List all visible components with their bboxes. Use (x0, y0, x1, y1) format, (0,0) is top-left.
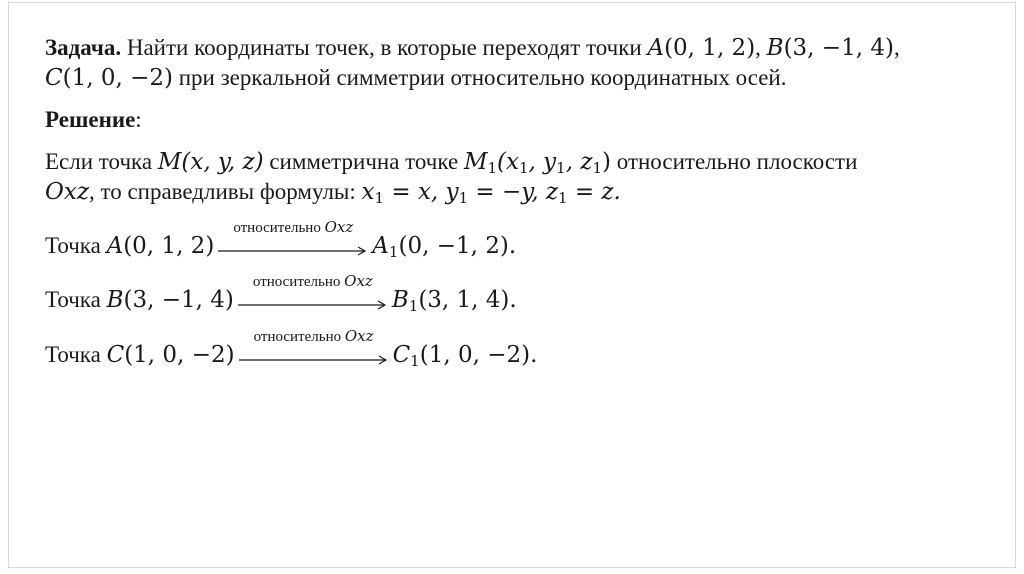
solution-text: симметрична точке (263, 149, 464, 174)
row-word: Точка (45, 342, 107, 367)
row-word: Точка (45, 233, 107, 258)
solution-text: , то справедливы формулы: (88, 179, 362, 204)
arrow-label-plane: Oxz (344, 271, 373, 290)
row-coords: (0, 1, 2) (123, 233, 215, 259)
row-point: A (106, 233, 124, 259)
solution-text: относительно плоскости (611, 149, 858, 174)
formula-y-rhs: = −y, (468, 179, 546, 205)
arrow-right-icon (218, 246, 368, 256)
problem-line-1 (45, 36, 900, 60)
row-result-coords: (1, 0, −2). (419, 342, 538, 368)
row-point: C (106, 342, 125, 368)
solution-heading: Решение (45, 107, 136, 132)
arrow-label-text: относительно (252, 273, 345, 290)
arrow-label-text: относительно (253, 328, 345, 345)
point-C-label: C (45, 65, 63, 91)
row-word: Точка (45, 287, 107, 312)
arrow-label-plane: Oxz (324, 217, 354, 236)
row-result-point: A (372, 233, 389, 259)
problem-line-2 (45, 66, 786, 90)
problem-text-2: при зеркальной симметрии относительно координатных осей. (172, 65, 787, 90)
solution-line-1 (45, 149, 858, 177)
arrow-label-text: относительно (233, 219, 325, 236)
separator: , (755, 35, 767, 60)
row-point: B (106, 287, 124, 313)
point-A-label: A (647, 35, 665, 61)
formula-y: y (445, 179, 459, 205)
point-M-coords: (x, y, z) (181, 149, 264, 175)
mapping-arrow (218, 217, 368, 259)
mapping-arrow (238, 271, 388, 313)
point-M1-coord: ) (602, 149, 611, 175)
row-coords: (1, 0, −2) (124, 342, 235, 368)
point-C-coords: (1, 0, −2) (62, 65, 173, 91)
formula-z: z (545, 179, 558, 205)
subscript: 1 (388, 243, 399, 261)
plane-name: Oxz (45, 179, 89, 205)
subscript: 1 (374, 189, 385, 207)
solution-line-2 (45, 179, 621, 207)
point-B-label: B (766, 35, 784, 61)
arrow-label-plane: Oxz (344, 326, 374, 345)
solution-heading-line (45, 108, 142, 131)
subscript: 1 (408, 297, 419, 315)
point-M-label: M (157, 149, 182, 175)
row-result-point: B (391, 287, 409, 313)
arrow-right-icon (239, 355, 389, 365)
mapping-row-C (45, 326, 538, 370)
arrow-label (218, 217, 368, 236)
problem-heading: Задача. (45, 35, 122, 60)
point-M1-coord: (x (497, 149, 519, 175)
formula-x: x (361, 179, 375, 205)
subscript: 1 (458, 189, 469, 207)
point-M1-coord: , y (528, 149, 557, 175)
subscript: 1 (556, 159, 566, 177)
subscript: 1 (410, 352, 420, 370)
point-M1-coord: , z (565, 149, 593, 175)
arrow-label (239, 326, 389, 345)
row-result-coords: (3, 1, 4). (418, 287, 517, 313)
row-coords: (3, −1, 4) (123, 287, 234, 313)
subscript: 1 (519, 159, 529, 177)
arrow-right-icon (238, 300, 388, 310)
subscript: 1 (557, 189, 568, 207)
point-B-coords: (3, −1, 4) (783, 35, 894, 61)
solution-text: Если точка (45, 149, 158, 174)
point-A-coords: (0, 1, 2) (664, 35, 756, 61)
formula-z-rhs: = z. (567, 179, 621, 205)
row-result-point: C (392, 342, 411, 368)
subscript: 1 (592, 159, 603, 177)
separator: , (893, 35, 900, 60)
colon: : (135, 107, 142, 132)
mapping-row-A (45, 217, 517, 261)
row-result-coords: (0, −1, 2). (398, 233, 517, 259)
mapping-row-B (45, 271, 517, 315)
problem-text-1: Найти координаты точек, в которые переходят точки (121, 35, 648, 60)
mapping-arrow (239, 326, 389, 368)
point-M1-label: M (463, 149, 488, 175)
formula-x-rhs: = x, (384, 179, 446, 205)
arrow-label (238, 271, 388, 290)
subscript: 1 (487, 159, 498, 177)
